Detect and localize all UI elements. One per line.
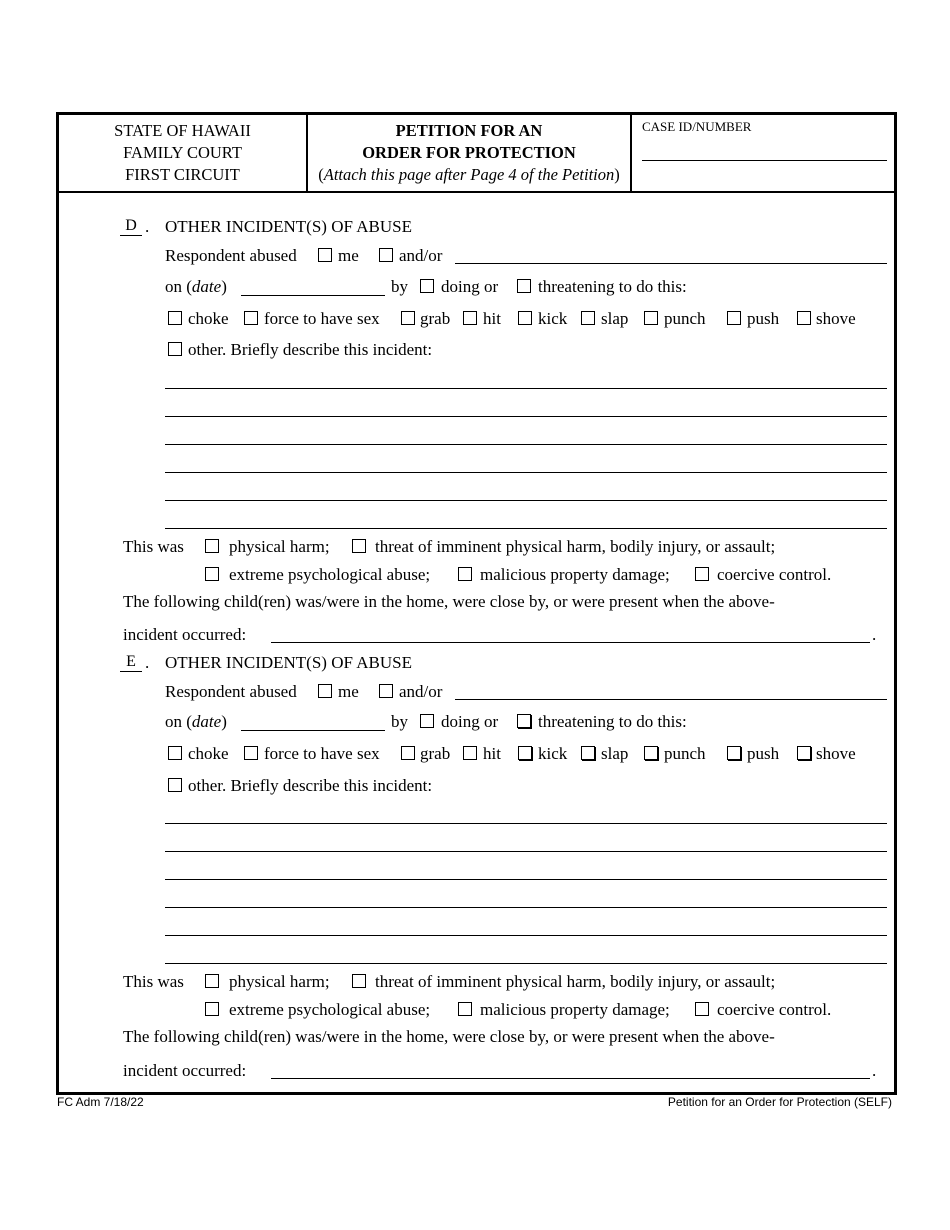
children-statement: The following child(ren) was/were in the home, were close by, or were present when the above- [123,1027,775,1046]
kick-label: kick [538,309,568,328]
push-checkbox[interactable] [727,746,741,760]
and-or-checkbox[interactable] [379,248,393,262]
threat-label: threat of imminent physical harm, bodily injury, or assault; [375,972,776,991]
shove-checkbox[interactable] [797,746,811,760]
grab-label: grab [420,744,451,763]
slap-checkbox[interactable] [581,311,595,325]
property-damage-label: malicious property damage; [480,1000,670,1019]
description-line-2[interactable] [165,416,887,417]
me-checkbox[interactable] [318,684,332,698]
psych-abuse-label: extreme psychological abuse; [229,1000,431,1019]
punch-checkbox[interactable] [644,746,658,760]
threatening-label: threatening to do this: [538,712,687,731]
coercive-control-checkbox[interactable] [695,567,709,581]
other-label: other. Briefly describe this incident: [188,776,433,795]
court-family: FAMILY COURT [123,143,242,162]
shove-checkbox[interactable] [797,311,811,325]
grab-checkbox[interactable] [401,746,415,760]
property-damage-checkbox[interactable] [458,1002,472,1016]
description-line-1[interactable] [165,823,887,824]
form-title-footer: Petition for an Order for Protection (SELF) [667,1095,892,1109]
psych-abuse-label: extreme psychological abuse; [229,565,431,584]
choke-label: choke [188,309,229,328]
form-subtitle: (Attach this page after Page 4 of the Petition) [318,165,620,184]
physical-harm-checkbox[interactable] [205,539,219,553]
grab-label: grab [420,309,451,328]
kick-checkbox[interactable] [518,746,532,760]
grab-checkbox[interactable] [401,311,415,325]
slap-label: slap [601,309,629,328]
description-line-6[interactable] [165,963,887,964]
form-title-line2: ORDER FOR PROTECTION [362,143,576,162]
by-label: by [391,712,408,731]
date-label: on (date) [165,277,227,296]
doing-checkbox[interactable] [420,279,434,293]
threatening-checkbox[interactable] [517,714,531,728]
period: . [872,1061,877,1080]
court-name-cell [59,115,308,191]
physical-harm-label: physical harm; [229,972,330,991]
coercive-control-checkbox[interactable] [695,1002,709,1016]
choke-checkbox[interactable] [168,746,182,760]
hit-label: hit [483,309,501,328]
section-heading: OTHER INCIDENT(S) OF ABUSE [165,217,412,236]
shove-label: shove [816,309,856,328]
section-letter: E [120,653,142,672]
by-label: by [391,277,408,296]
push-checkbox[interactable] [727,311,741,325]
section-letter: D [120,217,142,236]
other-label: other. Briefly describe this incident: [188,340,433,359]
description-line-3[interactable] [165,879,887,880]
slap-label: slap [601,744,629,763]
force-sex-label: force to have sex [264,744,380,763]
threatening-checkbox[interactable] [517,279,531,293]
description-line-5[interactable] [165,500,887,501]
form-number: FC Adm 7/18/22 [57,1095,144,1109]
other-person-field[interactable] [455,263,887,264]
section-heading: OTHER INCIDENT(S) OF ABUSE [165,653,412,672]
punch-label: punch [664,744,706,763]
push-label: push [747,744,780,763]
and-or-label: and/or [399,246,443,265]
date-field[interactable] [241,295,385,296]
description-line-4[interactable] [165,472,887,473]
shove-label: shove [816,744,856,763]
kick-label: kick [538,744,568,763]
children-field[interactable] [271,642,870,643]
threat-checkbox[interactable] [352,974,366,988]
description-line-6[interactable] [165,528,887,529]
physical-harm-checkbox[interactable] [205,974,219,988]
coercive-control-label: coercive control. [717,565,832,584]
case-number-label: CASE ID/NUMBER [642,119,752,134]
choke-checkbox[interactable] [168,311,182,325]
threat-checkbox[interactable] [352,539,366,553]
form-header [59,115,894,193]
other-person-field[interactable] [455,699,887,700]
date-label: on (date) [165,712,227,731]
this-was-label: This was [123,537,184,556]
doing-checkbox[interactable] [420,714,434,728]
me-label: me [338,246,359,265]
threatening-label: threatening to do this: [538,277,687,296]
respondent-abused-label: Respondent abused [165,682,297,701]
doing-or-label: doing or [441,277,499,296]
slap-checkbox[interactable] [581,746,595,760]
force-sex-checkbox[interactable] [244,311,258,325]
incident-occurred-label: incident occurred: [123,1061,247,1080]
case-number-field[interactable] [642,160,887,161]
date-field[interactable] [241,730,385,731]
punch-checkbox[interactable] [644,311,658,325]
respondent-abused-label: Respondent abused [165,246,297,265]
this-was-label: This was [123,972,184,991]
physical-harm-label: physical harm; [229,537,330,556]
court-circuit: FIRST CIRCUIT [125,165,240,184]
force-sex-checkbox[interactable] [244,746,258,760]
letter-period: . [145,217,150,236]
description-line-2[interactable] [165,851,887,852]
incident-occurred-label: incident occurred: [123,625,247,644]
children-statement: The following child(ren) was/were in the home, were close by, or were present when the above- [123,592,775,611]
kick-checkbox[interactable] [518,311,532,325]
case-number-cell [632,115,894,191]
psych-abuse-checkbox[interactable] [205,567,219,581]
punch-label: punch [664,309,706,328]
period: . [872,625,877,644]
and-or-checkbox[interactable] [379,684,393,698]
letter-period: . [145,653,150,672]
other-checkbox[interactable] [168,778,182,792]
description-line-3[interactable] [165,444,887,445]
me-label: me [338,682,359,701]
property-damage-label: malicious property damage; [480,565,670,584]
description-line-4[interactable] [165,907,887,908]
property-damage-checkbox[interactable] [458,567,472,581]
psych-abuse-checkbox[interactable] [205,1002,219,1016]
coercive-control-label: coercive control. [717,1000,832,1019]
push-label: push [747,309,780,328]
and-or-label: and/or [399,682,443,701]
hit-checkbox[interactable] [463,311,477,325]
doing-or-label: doing or [441,712,499,731]
hit-checkbox[interactable] [463,746,477,760]
me-checkbox[interactable] [318,248,332,262]
threat-label: threat of imminent physical harm, bodily injury, or assault; [375,537,776,556]
hit-label: hit [483,744,501,763]
choke-label: choke [188,744,229,763]
description-line-5[interactable] [165,935,887,936]
other-checkbox[interactable] [168,342,182,356]
force-sex-label: force to have sex [264,309,380,328]
form-title-cell [308,115,632,191]
description-line-1[interactable] [165,388,887,389]
form-title-line1: PETITION FOR AN [395,121,543,140]
court-state: STATE OF HAWAII [114,121,251,140]
children-field[interactable] [271,1078,870,1079]
